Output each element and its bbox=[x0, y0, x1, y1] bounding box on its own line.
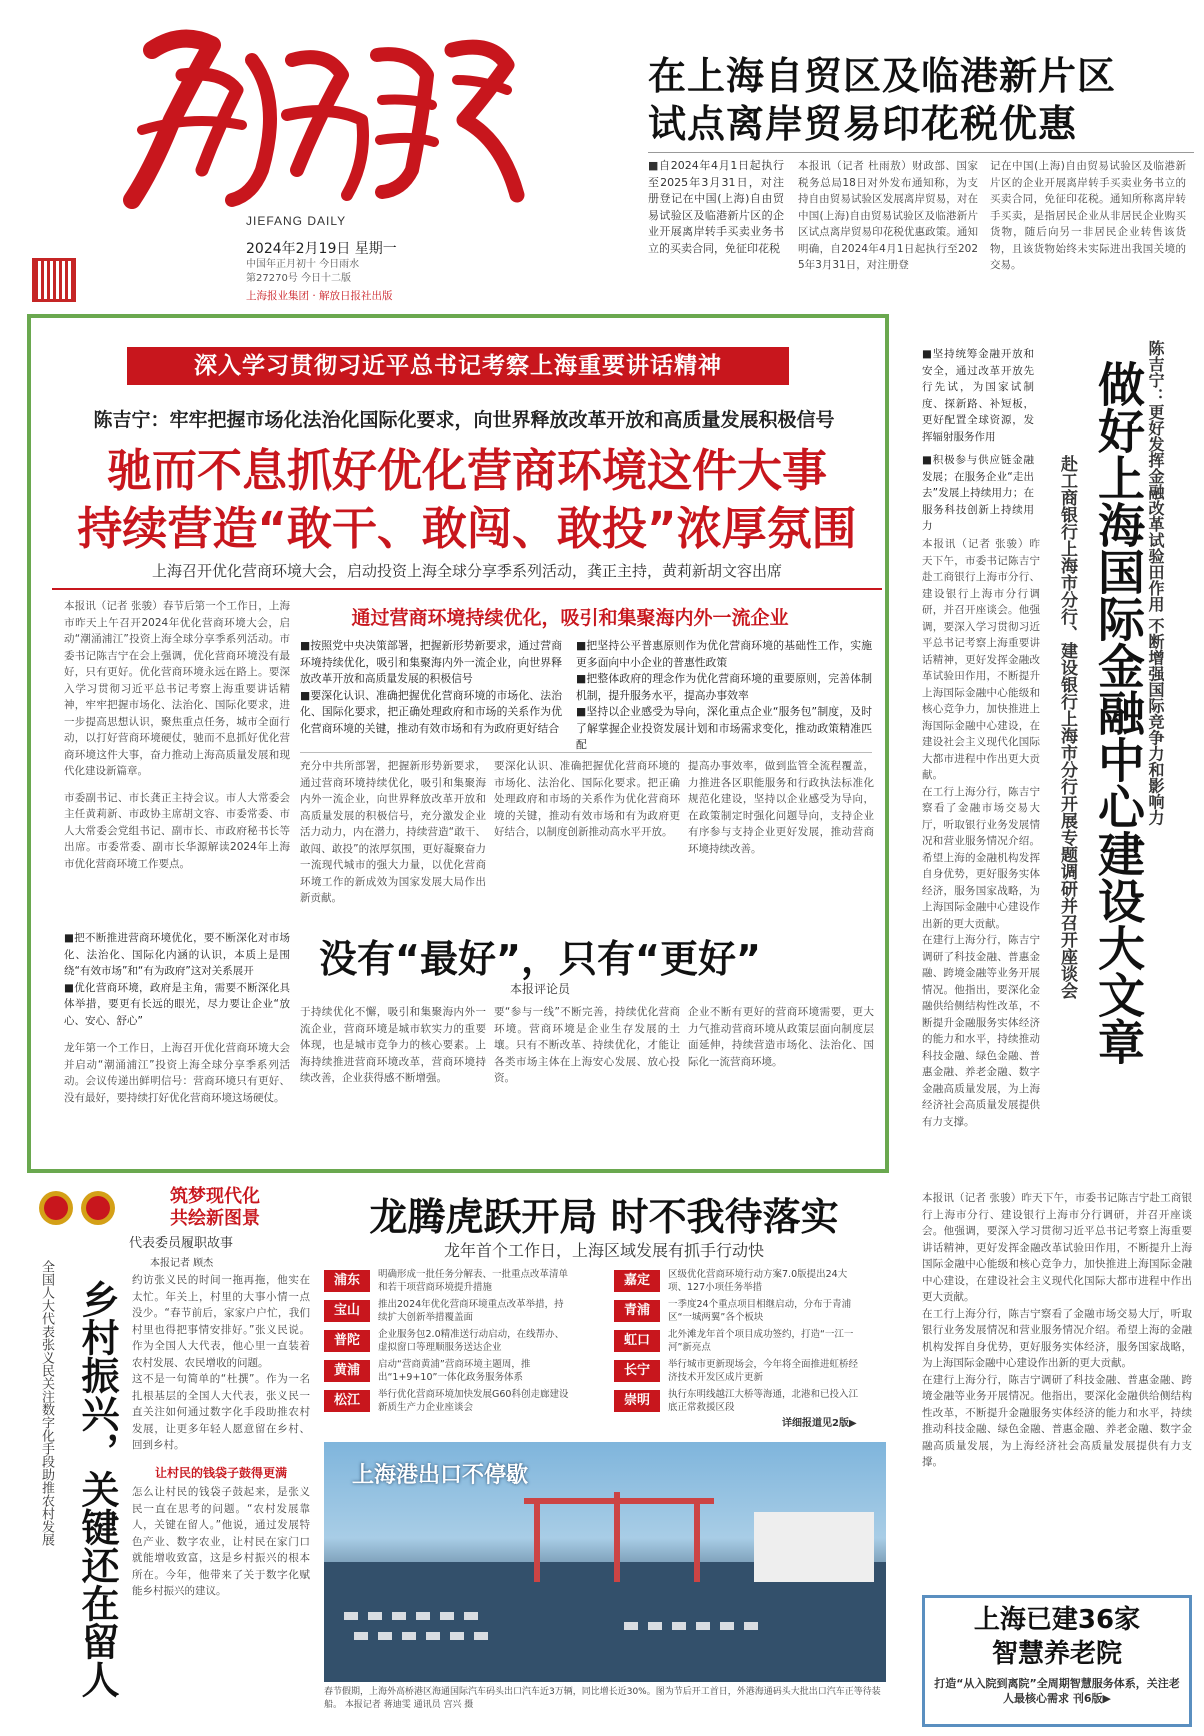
district-summary: 举行优化营商环境加快发展G60科创走廊建设新质生产力企业座谈会 bbox=[378, 1389, 569, 1413]
district-summary: 一季度24个重点项目相继启动，分布于青浦区“一城两翼”各个板块 bbox=[668, 1299, 852, 1323]
feature-kicker: 陈吉宁：牢牢把握市场化法治化国际化要求，向世界释放改革开放和高质量发展积极信号 bbox=[93, 409, 835, 431]
district-tag: 青浦 bbox=[614, 1300, 660, 1322]
masthead-logo bbox=[112, 20, 532, 210]
publisher-line: 上海报业集团 · 解放日报社出版 bbox=[246, 290, 393, 302]
district-tag: 虹口 bbox=[614, 1330, 660, 1352]
feature-body-a: 充分中共所部署，把握新形势新要求，通过营商环境持续优化，吸引和集聚海内外一流企业，向世界释放改革开放和高质量发展的积极信号，充分激发企业活力动力，内在潜力，持续营造“敢干、敢闯、敢投”的浓厚氛围，更好凝聚奋力一流现代城市的强大力量，以优化营商环境工作的新成效为国家发展大局作出新贡献。 bbox=[300, 760, 486, 904]
opinion-byline: 本报评论员 bbox=[509, 982, 570, 996]
right-body-cont: 本报讯（记者 张骏）昨天下午，市委书记陈吉宁赴工商银行上海市分行、建设银行上海市分行调研，并召开座谈会。他强调，要深入学习贯彻习近平总书记考察上海重要讲话精神，更好发挥金融改革试验田作用，不断提升上海国际金融中心能级和核心竞争力，加快推进上海国际金融中心建设，在建设社会主义现代化国际大都市进程中作出更大贡献。 在工行上海分行，陈吉宁察看了金融市场交易大厅，听取银行业务发展情况和营业服务情况介绍。希望上海的金融机构发挥自身优势，更好服务实体经济，服务国家战略，为上海国际金融中心建设作出新的更大贡献。 在建行上海分行，陈吉宁调研了科技金融、普惠金融、跨境金融等业务开展情况。他指出，要深化金融供给侧结构性改革，不断提升金融服务实体经济的能力和水平，持续推动科技金融、绿色金融、普惠金融、养老金融、数字金融高质量发展，为上海经济社会高质量发展提供有力支撑。 bbox=[922, 1192, 1192, 1468]
district-tag: 长宁 bbox=[614, 1360, 660, 1382]
right-bullet-1: ■坚持统筹金融开放和安全，通过改革开放先行先试，为国家试制度、探新路、补短板，更好配置全球资源，发挥辐射服务作用 bbox=[922, 348, 1034, 443]
masthead-english: JIEFANG DAILY bbox=[246, 214, 347, 228]
promo-subline: 打造“从入院到离院”全周期智慧服务体系，关注老人最核心需求 刊6版▶ bbox=[934, 1677, 1180, 1705]
right-bullet-2: ■积极参与供应链金融发展；在服务企业“走出去”发展上持续用力；在服务科技创新上持续用力 bbox=[922, 454, 1034, 532]
bottom-left-headline: 乡村振兴，关键还在留人 bbox=[75, 1280, 119, 1698]
district-tag: 嘉定 bbox=[614, 1270, 660, 1292]
feature-body-b: 要深化认识、准确把握优化营商环境的市场化、法治化、国际化要求。把正确处理政府和市场的关系作为优化营商环境的关键，推动有效市场和有为政府更好结合，以制度创新推动高水平开放。 bbox=[494, 760, 680, 838]
bottom-left-subheadline: 全国人大代表张义民关注数字化手段助推农村发展 bbox=[39, 1260, 54, 1546]
bottom-mid-subheadline: 龙年首个工作日，上海区域发展有抓手行动快 bbox=[443, 1241, 764, 1260]
district-tag: 浦东 bbox=[324, 1270, 370, 1292]
photo-title: 上海港出口不停歇 bbox=[352, 1463, 529, 1488]
feature-lead: 本报讯（记者 张骏）春节后第一个工作日，上海市昨天上午召开2024年优化营商环境大会，启动“潮涌浦江”投资上海全球分享季系列活动。市委书记陈吉宁在会上强调，优化营商环境没有最好，只有更好。优化营商环境永远在路上。要深入学习贯彻习近平总书记考察上海重要讲话精神，牢牢把握市场化、法治化、国际化要求，进一步提高思想认识，聚焦重点任务，城市全面行动，以打好营商环境硬仗，驰而不息抓好优化营商环境这件大事，奋力推动上海高质量发展和现代化建设新篇章。 市委副书记、市长龚正主持会议。市人大常委会主任黄莉新、市政协主席胡文容、市委常委、市人大常委会党组书记、副市长、市政府秘书长等出席。市委常委、副市长华源解读2024年上海市优化营商环境工作要点。 bbox=[64, 600, 290, 870]
district-tag: 黄浦 bbox=[324, 1360, 370, 1382]
feature-subline: 上海召开优化营商环境大会，启动投资上海全球分享季系列活动，龚正主持，黄莉新胡文容出席 bbox=[151, 562, 782, 580]
district-summary: 执行东明线越江大桥等海通，北港和已投入江底正常救援区段 bbox=[668, 1389, 859, 1413]
issue-date: 2024年2月19日 星期一 bbox=[246, 241, 397, 257]
district-tag: 崇明 bbox=[614, 1390, 660, 1412]
bottom-mid-headline: 龙腾虎跃开局 时不我待落实 bbox=[369, 1195, 839, 1239]
bottom-left-body-2: 怎么让村民的钱袋子鼓起来，是张义民一直在思考的问题。“农村发展靠人，关键在留人。”他说，通过发展特色产业、数字农业，让村民在家门口就能增收致富，这是乡村振兴的根本所在。今年，他带来了关于数字化赋能乡村振兴的建议。 bbox=[132, 1486, 310, 1597]
top-story-body-1: 本报讯（记者 杜雨敖）财政部、国家税务总局18日对外发布通知称，为支持自由贸易试验区发展离岸贸易，对在中国(上海)自由贸易试验区及临港新片区试点离岸贸易印花税优惠政策。通知明确，自2024年4月1日起执行至2025年3月31日，对注册登 bbox=[798, 160, 978, 271]
opinion-headline: 没有“最好”，只有“更好” bbox=[319, 937, 761, 981]
top-headline: 在上海自贸区及临港新片区 试点离岸贸易印花税优惠 bbox=[648, 54, 1117, 146]
district-summary: 明确形成一批任务分解表、一批重点改革清单和若干项营商环境提升措施 bbox=[378, 1269, 569, 1293]
district-summary: 企业服务包2.0精准送行动启动，在线帮办、虚拟窗口等理顺服务送达企业 bbox=[378, 1329, 565, 1353]
district-tag: 宝山 bbox=[324, 1300, 370, 1322]
right-headline: 做好上海国际金融中心建设大文章 bbox=[1090, 360, 1145, 1065]
qr-code-icon bbox=[32, 258, 76, 302]
feature-body-c: 提高办事效率，做到监管全流程覆盖，力推进各区职能服务和行政执法标准化规范化建设，坚持以企业感受为导向，在政策制定时强化问题导向，支持企业有序参与支持企业更好发展，推动营商环境持续改善。 bbox=[688, 760, 874, 855]
top-story-body-2: 记在中国(上海)自由贸易试验区及临港新片区的企业开展离岸转手买卖业务书立的买卖合同，免征印花税。通知所称离岸转手买卖，是指居民企业从非居民企业购买货物，随后向另一非居民企业转售该货物，且该货物始终未实际进出我国关境的交易。 bbox=[990, 160, 1186, 271]
series-subtitle: 代表委员履职故事 bbox=[128, 1236, 233, 1251]
photo-caption: 春节假期，上海外高桥港区海通国际汽车码头出口汽车近3万辆，同比增长近30%。图为节后开工首日，外港海通码头大批出口汽车正等待装船。 本报记者 蒋迪雯 通讯员 宫兴 摄 bbox=[324, 1687, 881, 1710]
right-subheadline: 赴工商银行上海市分行、建设银行上海市分行开展专题调研并召开座谈会 bbox=[1057, 455, 1077, 999]
series-title: 筑梦现代化 共绘新图景 bbox=[170, 1186, 260, 1229]
district-summary: 举行城市更新现场会，今年将全面推进虹桥经济技术开发区成片更新 bbox=[668, 1359, 859, 1383]
district-summary: 区级优化营商环境行动方案7.0版提出24大项、127小项任务举措 bbox=[668, 1269, 848, 1293]
district-tag: 普陀 bbox=[324, 1330, 370, 1352]
masthead-calligraphy bbox=[112, 20, 532, 210]
feature-bullets-low: ■把不断推进营商环境优化，要不断深化对市场化、法治化、国际化内涵的认识，本质上是围绕“有效市场”和“有为政府”这对关系展开 ■优化营商环境，政府是主角，需要不断深化具体举措，要更有长远的眼光，尽力要让企业“放心、安心、舒心” bbox=[64, 932, 290, 1027]
more-link[interactable]: 详细报道见2版▶ bbox=[782, 1418, 857, 1429]
top-story-summary: ■自2024年4月1日起执行至2025年3月31日，对注册登记在中国(上海)自由贸易试验区及临港新片区的企业开展离岸转手买卖业务书立的买卖合同，免征印花税 bbox=[648, 159, 784, 255]
issue-info: 中国年正月初十 今日雨水 第27270号 今日十二版 bbox=[246, 259, 360, 284]
feature-bullets-left: ■按照党中央决策部署，把握新形势新要求，通过营商环境持续优化，吸引和集聚海内外一流企业，向世界释放改革开放和高质量发展的积极信号 ■要深化认识、准确把握优化营商环境的市场化、法治化、国际化要求，把正确处理政府和市场的关系作为优化营商环境的关键，推动有效市场和有为政府更好结合 bbox=[300, 639, 562, 735]
bottom-left-body: 约访张义民的时间一拖再拖，他实在太忙。年关上，村里的大事小情一点没少。“春节前后，家家户户忙，我们村里也得把事情安排好。”张义民说。作为全国人大代表，他心里一直装着农村发展、农民增收的问题。 这不是一句简单的“杜撰”。作为一名扎根基层的全国人大代表，张义民一直关注如何通过数字化手段助推农村发展，让更多年轻人愿意留在乡村、回到乡村。 bbox=[132, 1274, 310, 1451]
district-summary: 启动“营商黄浦”营商环境主题周，推出“1+9+10”一体化政务服务体系 bbox=[378, 1359, 531, 1383]
feature-headline: 驰而不息抓好优化营商环境这件大事 持续营造“敢干、敢闯、敢投”浓厚氛围 bbox=[77, 444, 857, 555]
opinion-body-c: 要“参与一线”不断完善，持续优化营商环境。营商环境是企业生存发展的土壤。只有不断改革、持续优化，才能让各类市场主体在上海安心发展、放心投资。 bbox=[494, 1006, 680, 1084]
bottom-left-byline: 本报记者 顾杰 bbox=[150, 1258, 214, 1269]
district-summary: 北外滩龙年首个项目成功签约，打造“一江一河”新亮点 bbox=[668, 1329, 854, 1353]
opinion-body-d: 企业不断有更好的营商环境需要，更大力气推动营商环境从政策层面向制度层面延伸，持续营造市场化、法治化、国际化一流营商环境。 bbox=[688, 1006, 874, 1068]
opinion-body-a: 龙年第一个工作日，上海召开优化营商环境大会并启动“潮涌浦江”投资上海全球分享季系列活动。会议传递出鲜明信号：营商环境只有更好、没有最好，要持续打好优化营商环境这场硬仗。 bbox=[64, 1042, 290, 1104]
feature-banner: 深入学习贯彻习近平总书记考察上海重要讲话精神 bbox=[127, 347, 789, 385]
feature-bullets-right: ■把坚持公平普惠原则作为优化营商环境的基础性工作，实施更多面向中小企业的普惠性政策 ■把整体政府的理念作为优化营商环境的重要原则，完善体制机制，提升服务水平，提高办事效率 ■坚持以企业感受为导向，深化重点企业“服务包”制度，及时了解掌握企业投资发展计划和市场需求变化，推动政策精准匹配 bbox=[576, 639, 872, 751]
bottom-left-subhead: 让村民的钱袋子鼓得更满 bbox=[154, 1466, 287, 1480]
district-tag: 松江 bbox=[324, 1390, 370, 1412]
top-divider bbox=[648, 152, 1194, 153]
emblem-icon bbox=[36, 1186, 126, 1230]
district-summary: 推出2024年优化营商环境重点改革举措，持续扩大创新举措覆盖面 bbox=[378, 1299, 564, 1323]
right-kicker: 陈吉宁：更好发挥金融改革试验田作用 不断增强国际竞争力和影响力 bbox=[1146, 340, 1165, 826]
promo-headline: 上海已建36家 智慧养老院 bbox=[973, 1605, 1141, 1669]
opinion-body-b: 于持续优化不懈，吸引和集聚海内外一流企业，营商环境是城市软实力的重要体现，也是城市竞争力的核心要素。上海持续推进营商环境改革，营商环境持续改善，企业获得感不断增强。 bbox=[300, 1006, 486, 1084]
feature-rule bbox=[52, 588, 882, 590]
right-body: 本报讯（记者 张骏）昨天下午，市委书记陈吉宁赴工商银行上海市分行、建设银行上海市分行调研，并召开座谈会。他强调，要深入学习贯彻习近平总书记考察上海重要讲话精神，更好发挥金融改革试验田作用，不断提升上海国际金融中心能级和核心竞争力，加快推进上海国际金融中心建设，在建设社会主义现代化国际大都市进程中作出更大贡献。 在工行上海分行，陈吉宁察看了金融市场交易大厅，听取银行业务发展情况和营业服务情况介绍。希望上海的金融机构发挥自身优势，更好服务实体经济，服务国家战略，为上海国际金融中心建设作出新的更大贡献。 在建行上海分行，陈吉宁调研了科技金融、普惠金融、跨境金融等业务开展情况。他指出，要深化金融供给侧结构性改革，不断提升金融服务实体经济的能力和水平，持续推动科技金融、绿色金融、普惠金融、养老金融、数字金融高质量发展，为上海经济社会高质量发展提供有力支撑。 bbox=[922, 538, 1040, 1128]
feature-inner-headline: 通过营商环境持续优化，吸引和集聚海内外一流企业 bbox=[351, 607, 789, 629]
feature-divider bbox=[300, 752, 872, 753]
